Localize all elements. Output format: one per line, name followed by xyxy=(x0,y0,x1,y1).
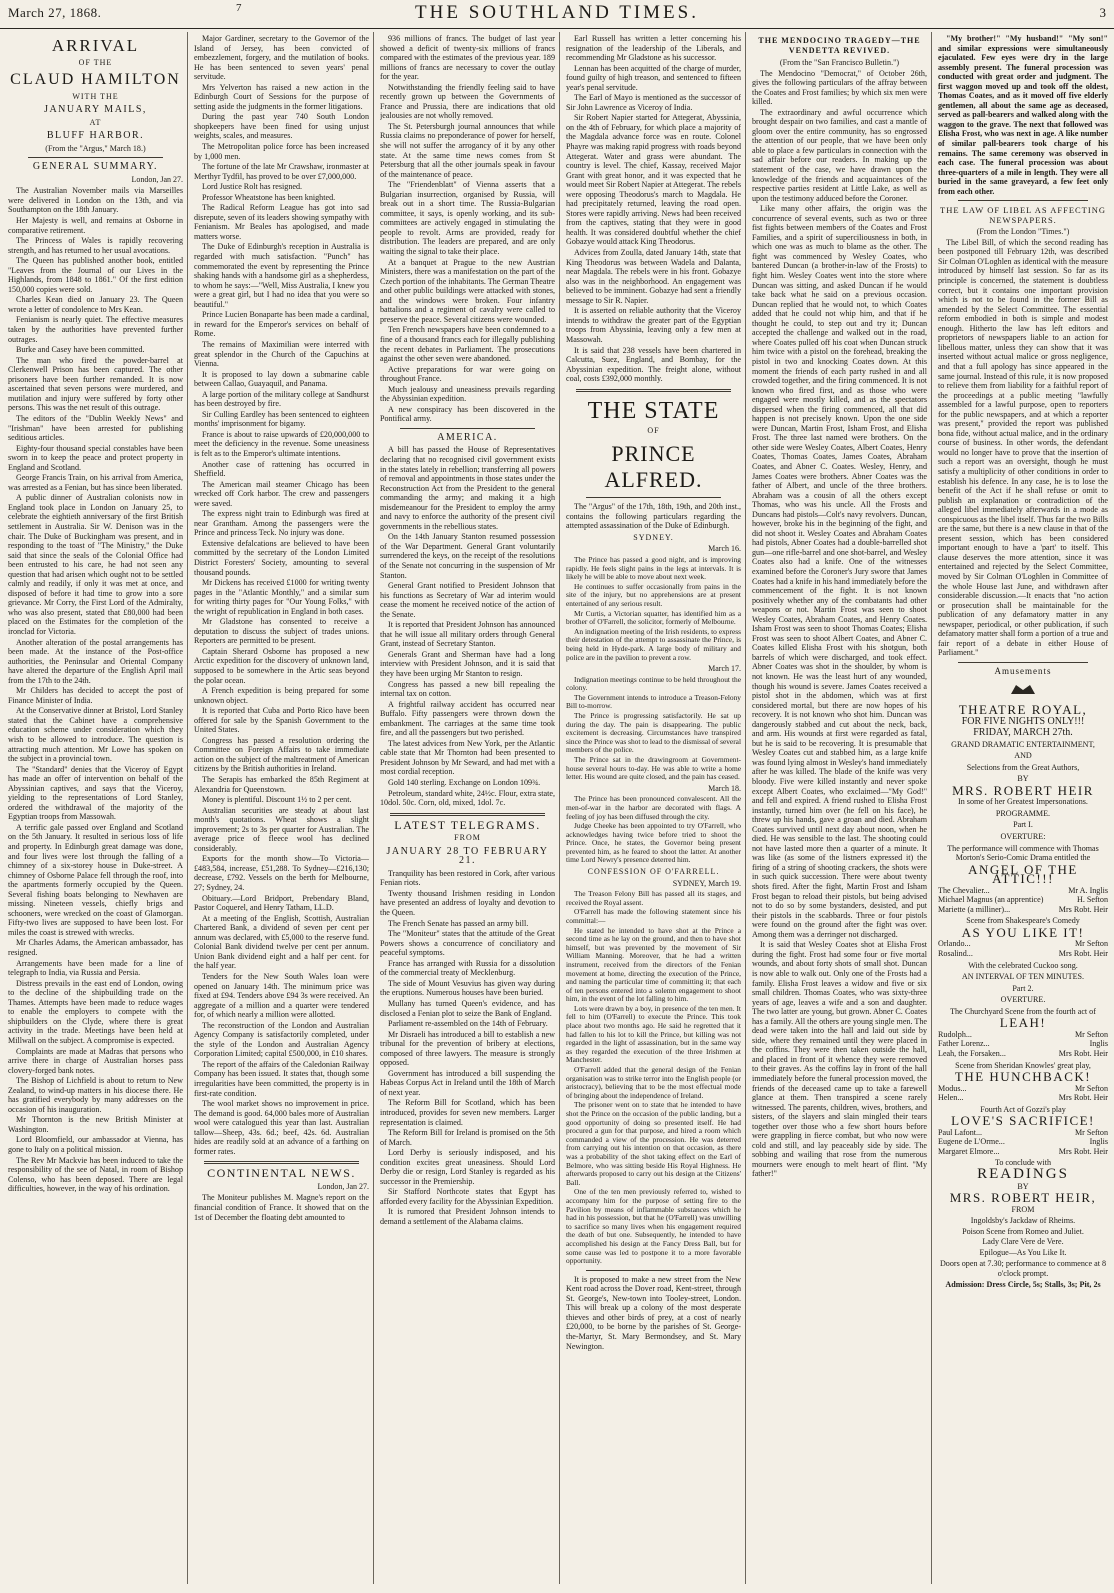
column-5 xyxy=(752,34,927,1584)
paragraph: Congress has passed a resolution ordering the Committee on Foreign Affairs to take immediate action on the subject of the maltreatment of American citizens by the British authorities in Ireland. xyxy=(194,735,369,774)
paragraph: "My brother!" "My husband!" "My son!" and similar expressions were simultaneously ejaculated. Few eyes were dry in the large assembly present. The funeral procession was conducted with great order and judgment. The first waggon moved up and took off the oldest, Thomas Coates, and as it moved off five elderly gentlemen, all about the same age as deceased, served as pall-bearers and walked along with the waggon to the grave. The next that followed was Elisha Frost, who was next in age. A like number of similar pall-bearers took charge of his remains. The same ceremony was observed in each case. The funeral procession was about three-quarters of a mile in length. They were all buried in the same graveyard, a few feet only from each other. xyxy=(938,34,1108,196)
paragraph: Exports for the month show—To Victoria—£483,584, increase, £51,288. To Sydney—£216,130; decrease, £792. Vessels on the berth for Melbourne, 27; Sydney, 24. xyxy=(194,854,369,893)
paragraph: Ingoldsby's Jackdaw of Rheims. xyxy=(970,1216,1076,1226)
paragraph: The "Argus" of the 17th, 18th, 19th, and 20th inst., contains the following particulars regarding the attempted assassination of the Duke of Edinburgh. xyxy=(566,502,741,531)
ad-line: Part 2. xyxy=(1012,983,1034,993)
character-name: Margaret Elmore... xyxy=(938,1146,1000,1156)
performer-name: MRS. ROBERT HEIR, xyxy=(949,1190,1097,1206)
cast-row xyxy=(938,1137,1108,1147)
divider xyxy=(958,200,1088,201)
paragraph: Obituary.—Lord Bridport, Prebendary Bland, Pastor Coquerel, and Henry Tatham, LL.D. xyxy=(194,893,369,913)
issue-date: March 27, 1868. xyxy=(8,5,102,20)
paragraph: The extraordinary and awful occurrence which brought despair on two families, and cast a mantle of gloom over the entire community, has so engrossed the attention of our people, that we have been only able to place a few particulars in connection with the sad affair before our readers. In making up the statement of the case, we have drawn upon the knowledge of the friends and acquaintances of the respective parties resident at Little Lake, as well as upon the testimony adduced before the Coroner. xyxy=(752,107,927,203)
divider xyxy=(400,428,535,429)
paragraph: He continues to suffer occasionally from pains in the site of the injury, but no apprehensions are at present entertained of any serious result. xyxy=(566,581,741,608)
heading-line: JANUARY 28 TO FEBRUARY 21. xyxy=(386,845,549,867)
actor-name: Mrs Robt. Heir xyxy=(1058,949,1108,959)
paragraph: The American mail steamer Chicago has been wrecked off Cork harbor. The crew and passengers were saved. xyxy=(194,479,369,508)
page-mark: 7 xyxy=(236,2,242,14)
play-title: LEAH! xyxy=(999,1015,1047,1031)
paragraph: Notwithstanding the friendly feeling said to have recently grown up between the Governments of France and Prussia, there are indications that old jealousies are not wholly removed. xyxy=(380,82,555,121)
paragraph: During the past year 740 South London shopkeepers have been fined for using unjust weights, scales, and measures. xyxy=(194,112,369,141)
paragraph: The man who fired the powder-barrel at Clerkenwell Prison has been captured. The other prisoners have been further remanded. It is now ascertained that seven persons were murdered, and mutilation and injury were suffered by forty other persons. This was the net result of this outrage. xyxy=(8,355,183,413)
article-body xyxy=(194,34,369,1156)
divider xyxy=(586,497,721,498)
article-body xyxy=(380,445,555,807)
character-name: Helen... xyxy=(938,1093,964,1103)
article-body xyxy=(566,676,741,782)
paragraph: A large portion of the military college at Sandhurst has been destroyed by fire. xyxy=(194,389,369,409)
cast-row xyxy=(938,1039,1108,1049)
paragraph: Epilogue—As You Like It. xyxy=(979,1247,1067,1257)
character-name: Leah, the Forsaken... xyxy=(938,1048,1006,1058)
ad-line: In some of her Greatest Impersonations. xyxy=(958,797,1088,807)
paragraph: Mrs Yelverton has raised a new action in the Edinburgh Court of Sessions for the purpose of setting aside the judgments in the former litigations. xyxy=(194,82,369,111)
paragraph: A frightful railway accident has occurred near Buffalo. Fifty passengers were thrown down the embankment. The carriages at the same time took fire, and all the passengers but two perished. xyxy=(380,699,555,738)
paragraph: Mr Curtis, a Victorian squatter, has identified him as a brother of O'Farrell, the solicitor, formerly of Melbourne. xyxy=(566,608,741,627)
ad-line: FROM xyxy=(1011,1204,1035,1214)
paragraph: Another alteration of the postal arrangements has been made. At the instance of the Post-office authorities, the Peninsular and Oriental Company have altered the departure of the English April mail from the 17th to the 24th. xyxy=(8,637,183,685)
paragraph: The Prince has passed a good night, and is improving rapidly. He feels slight pains in the legs at intervals. It is likely he will be able to move about next week. xyxy=(566,554,741,582)
newspaper-title: THE SOUTHLAND TIMES. xyxy=(415,2,699,23)
masthead xyxy=(0,0,1114,29)
ad-line: FOR FIVE NIGHTS ONLY!!! xyxy=(961,715,1085,727)
paragraph: Like many other affairs, the origin was the concurrence of several events, such as two or three fist fights between members of the Coates and Frost Families, and a spirit of superciliousness in both, in which one was as much to blame as the other. The fight was commenced by Wesley Coates, who bantered Duncan (a brother-in-law of the Frosts) to fight him. Wesley Coates went into the store where Duncan was sitting, and asked Duncan if he would take back what he said on a previous occasion. Duncan replied that he would not, to which Coates added that he could not whip him, and that if he thought he could, to step out and try it; Duncan accepted the challenge and walked out in the road, where Coates pulled off his coat when Duncan struck him twice with a pistol on the forehead, breaking the pistol in two and knocking Coates down. At this moment the friends of each party rushed in and all crowded together, and the firing commenced. It is not known who fired first, and as those who were engaged were mostly killed, and as the spectators dispersed when the firing commenced, all that did happen is not precisely known. Upon the one side were Duncan, Martin Frost, Isham Frost, and Elisha Frost. The three last named were brothers. On the other side were Wesley Coates, Albert Coates, Henry Coates, Thomas Coates, James Coates, Abraham Coates, and Abner C. Coates. Wesley, Henry, and James Coates were brothers. Abner Coates was the father of Albert, and uncle of the three brothers. Abraham was a cousin of all the others except Thomas, who was his uncle. All the Frosts and Duncans had pistols—Colt's navy revolvers. Duncan, however, broke his in the beginning of the fight, and did not shoot it. Wesley Coates and Abraham Coates had pistols, Abner Coates had a double-barrelled shot gun—one rifle-barrel and one shot-barrel, and Wesley Coates also had a knife. One of the witnesses examined before the Coroner's Jury swore that James Coates had a knife in his hand immediately before the commencement of the fight. It is not known positively whether any of the combatants had other weapons or not. Martin Frost was seen to shoot Wesley Coates, Abraham Coates, and Henry Coates. Isham Frost was seen to shoot Thomas Coates; Elisha Frost was seen to shoot Albert Coates, and Abner C. Coates killed Elisha Frost with his shotgun, both barrels of which were discharged, and took effect. Abner Coates was shot in the shoulder, by whom is not known. He was the least hurt of any wounded, though his wound is severe. James Coates received a pistol shot in the abdomen, which was at first considered mortal, but there are now hopes of his recovery. It is not known who shot him. Duncan was dangerously stabbed and cut about the neck, back, and arm. His wounds at first were regarded as fatal, but he is said to be recovering. It is presumable that Wesley Coates cut and stabbed him, as a large knife was found lying almost in Wesley's hand immediately after he was killed. The blade of the knife was very bloody. Five were killed instantly and never spoke except Albert Coates, who exclaimed—"My God!" and fell and expired. A friend rushed to Elisha Frost instantly, turned him over (he fell on his face), he threw up his hands, gave a groan and died. Abraham Coates survived until next day about noon, when he died. He was sensible to the last. The shooting could not have lasted more then a quarter of a minute. It was like (as some of the listners expressed it) the firing of a string of shooting crackers, the shots were in such quick succession. There were about twenty shots fired. After the fight, Martin Frost and Isham Frost began to reload their pistols, but being advised not to do so by some bystanders, desisted, and put their pistols in the scabbards. Three or four pistols were found on the ground after the fight was over. Among them was a derringer not discharged. xyxy=(752,204,927,939)
ad-line: Scene from Shakespeare's Comedy xyxy=(966,916,1080,926)
ad-line: BY xyxy=(1017,1181,1029,1191)
paragraph: Captain Sherard Osborne has proposed a new Arctic expedition for the discovery of unknown land, supposed to be somewhere in the Artic seas beyond the polar ocean. xyxy=(194,646,369,685)
paragraph: The express night train to Edinburgh was fired at near Grantham. Among the passengers were the Prince and princess Teck. No injury was done. xyxy=(194,509,369,538)
paragraph: Mr Dickens has received £1000 for writing twenty pages in the "Atlantic Monthly," and a similar sum for writing thirty pages for "Our Young Folks," with the wright of republication in England in both cases. xyxy=(194,578,369,616)
paragraph: It is said that 238 vessels have been chartered in Calcutta, Suez, England, and Bombay, for the Abyssinian expedition. The freight alone, without coal, costs £392,000 monthly. xyxy=(566,345,741,384)
column-1 xyxy=(8,34,183,1584)
paragraph: Distress prevails in the east end of London, owing to the decline of the shipbuilding trade on the Thames. Attempts have been made to reduce wages to enable the employers to compete with the shipbuilders on the Clyde, where there is great activity in the trade. Meetings have been held at Millwall on the subject. A compromise is expected. xyxy=(8,978,183,1045)
paragraph: The Prince has been pronounced convalescent. All the men-of-war in the harbor are decorated with flags. A feeling of joy has been diffused through the city. xyxy=(566,794,741,821)
article-body xyxy=(380,34,555,424)
paragraph: Her Majesty is well, and remains at Osborne in comparative retirement. xyxy=(8,216,183,235)
paragraph: A public dinner of Australian colonists now in England took place in London on January 25, to celebrate the eightieth anniversary of the first British settlement in Australia. Sir W. Denison was in the chair. The Duke of Buckingham was present, and in responding to the toast of "The Ministry," the Duke said that since the seals of the Colonial Office had been entrusted to his care, he had not seen any question that had arisen which ought not to be settled calmly and readily, if only it was met at once, and disposed of before it had time to grow into a sore grievance. Mr Corry, the First Lord of the Admiralty, who was also present, stated that £80,000 had been placed on the Estimates for the completion of the ironclad for Victoria. xyxy=(8,493,183,636)
paragraph: Mr Childers has decided to accept the post of Finance Minister of India. xyxy=(8,686,183,705)
paragraph: France is about to raise upwards of £20,000,000 to meet the deficiency in the revenue. Some uneasiness is felt as to the Emperor's ultimate intentions. xyxy=(194,429,369,458)
paragraph: The "Friendenblatt" of Vienna asserts that a Bulgarian insurrection, organised by Russia, will break out in a short time. The Russia-Bulgarian committee, it says, is openly working, and its sub-committees are actively engaged in stimulating the people to revolt. Arms are provided, ready for distribution. The leaders are prepared, and are only waiting the signal to take their place. xyxy=(380,180,555,257)
paragraph: Lots were drawn by a boy, in presence of the ten men. It fell to him (O'Farrell) to execute the Prince. This took place about two months ago. He said he regretted that it had fallen to his lot to kill the Prince, but killing was not regarded in the light of assassination, but in the same way as they regarded the execution of the three Irishmen at Manchester. xyxy=(566,1003,741,1065)
ad-line: Selections from the Great Authors, xyxy=(966,762,1080,772)
actor-name: Mr A. Inglis xyxy=(1068,885,1108,895)
cast-list xyxy=(938,886,1108,915)
character-name: The Chevalier... xyxy=(938,885,990,895)
section-heading: LATEST TELEGRAMS. xyxy=(394,817,541,832)
paragraph: The Serapis has embarked the 85th Regiment at Alexandria for Queenstown. xyxy=(194,775,369,794)
actor-name: Inglis xyxy=(1089,1039,1108,1049)
section-heading: AMERICA. xyxy=(437,431,498,443)
paragraph: Mr Disraeli has introduced a bill to establish a new tribunal for the prevention of bribery at elections, composed of three lawyers. The measure is strongly opposed. xyxy=(380,1029,555,1068)
paragraph: The Australian November mails via Marseilles were delivered in London on the 13th, and via Southampton on the 18th January. xyxy=(8,186,183,215)
character-name: Modus... xyxy=(938,1083,967,1093)
source-note: (From the "San Francisco Bulletin.") xyxy=(779,58,900,67)
article-body xyxy=(566,34,741,384)
ad-line: The Churchyard Scene from the fourth act of xyxy=(950,1006,1096,1016)
paragraph: Mr Gladstone has consented to receive a deputation to discuss the subject of trades unions. Reporters are permitted to be present. xyxy=(194,617,369,646)
paragraph: George Francis Train, on his arrival from America, was arrested as a Fenian, but has since been liberated. xyxy=(8,473,183,492)
paragraph: Fenianism is nearly quiet. The effective measures taken by the authorities have prevented further outrages. xyxy=(8,315,183,344)
theatre-name: THEATRE ROYAL, xyxy=(958,702,1088,717)
paragraph: Another case of rattening has occurred in Sheffield. xyxy=(194,459,369,479)
character-name: Michael Magnus (an apprentice) xyxy=(938,895,1044,905)
paragraph: The report of the affairs of the Caledonian Railway Company has been issued. It states that, though some irregularities have been committed, the property is in first-rate condition. xyxy=(194,1059,369,1098)
article-body xyxy=(380,869,555,1227)
column-2 xyxy=(194,34,369,1584)
paragraph: The Earl of Mayo is mentioned as the successor of Sir John Lawrence as Viceroy of India. xyxy=(566,93,741,112)
paragraph: A French expedition is being prepared for some unknown object. xyxy=(194,686,369,705)
cast-row xyxy=(938,949,1108,959)
paragraph: O'Farrell has made the following statement since his committal:— xyxy=(566,907,741,925)
paragraph: Ten French newspapers have been condemned to a fine of a thousand francs each for illegally publishing the recent debates in Parliament. The prosecutions against the other seven were abandoned. xyxy=(380,325,555,364)
paragraph: The Prince is progressing satisfactorily. He sat up during the day. The pain is disappearing. The public excitement is decreasing. Circumstances have transpired since the Prince was shot to lead to the dismissal of several members of the police. xyxy=(566,711,741,755)
ad-line: Fourth Act of Gozzi's play xyxy=(980,1104,1066,1114)
cast-row xyxy=(938,1147,1108,1157)
ad-date: FRIDAY, MARCH 27th. xyxy=(973,727,1073,739)
paragraph: The Duke of Edinburgh's reception in Australia is regarded with much satisfaction. "Punch" has commemorated the event by representing the Prince shaking hands with a handsome girl as a shepherdess, to whom he says:—"Well, Miss Australia, I knew you were a great girl, but I had no idea that you were so beautiful." xyxy=(194,242,369,309)
dateline: March 16. xyxy=(708,544,741,554)
paragraph: Mullany has turned Queen's evidence, and has disclosed a Fenian plot to seize the Bank of England. xyxy=(380,998,555,1018)
paragraph: A terrific gale passed over England and Scotland on the 5th January. It resulted in serious loss of life and property. In Edinburgh great damage was done, and four lives were lost through the falling of a chimney of a six-storey house in Duke-street. A chimney of Osborne Palace fell through the roof, into the apartments formerly occupied by the Queen. Several fishing boats belonging to Newhaven are missing. Nineteen vessels, chiefly brigs and schooners, were wrecked on the coast of Glamorgan. Fifty-two lives are supposed to have been lost. For miles the coast is strewed with wrecks. xyxy=(8,822,183,937)
divider xyxy=(204,1161,359,1164)
ad-line: OVERTURE: xyxy=(1000,832,1046,842)
paragraph: At a banquet at Prague to the new Austrian Ministers, there was a manifestation on the part of the Czech portion of the inhabitants. The German Theatre and other public buildings were attacked with stones, and the windows were broken. Four infantry battalions and a regiment of cavalry were called to preserve the peace. Several citizens were wounded. xyxy=(380,257,555,324)
paragraph: Much jealousy and uneasiness prevails regarding the Abyssinian expedition. xyxy=(380,384,555,404)
paragraph: Generals Grant and Sherman have had a long interview with President Johnson, and it is said that they have been urging Mr Stanton to resign. xyxy=(380,649,555,678)
paragraph: Sir Stafford Northcote states that Egypt has afforded every facility for the Abyssinian Expedition. xyxy=(380,1187,555,1206)
ad-line: GRAND DRAMATIC ENTERTAINMENT, xyxy=(951,739,1095,749)
paragraph: Lord Bloomfield, our ambassador at Vienna, has gone to Italy on a political mission. xyxy=(8,1135,183,1154)
paragraph: Burke and Casey have been committed. xyxy=(16,345,145,355)
paragraph: Money is plentiful. Discount 1½ to 2 per cent. xyxy=(202,795,352,805)
paragraph: Advices from Zoulla, dated January 14th, state that King Theodorus was between Wadela and Dalanta, near Magdala. The rebels were in his front. Gobazye also was in the neighborhood. An engagement was believed to be imminent. Gobazye had sent a friendly message to Sir R. Napier. xyxy=(566,248,741,305)
source-note: (From the London "Times.") xyxy=(976,227,1070,237)
paragraph: Active preparations for war were going on throughout France. xyxy=(380,364,555,384)
play-title: THE HUNCHBACK! xyxy=(954,1069,1092,1085)
paragraph: The latest advices from New York, per the Atlantic cable state that Mr Thornton had been presented to President Johnson by Mr Seward, and had met with a most cordial reception. xyxy=(380,738,555,777)
paragraph: Charles Kean died on January 23. The Queen wrote a letter of condolence to Mrs Kean. xyxy=(8,295,183,314)
paragraph: Judge Cheeke has been appointed to try O'Farrell, who acknowledges having twice before tried to shoot the Prince. Once, he states, the Governor being present prevented him, as he feared to shoot the latter. At another time Lord Newry's presence deterred him. xyxy=(566,821,741,865)
theatre-advertisement xyxy=(938,678,1108,1290)
paragraph: Arrangements have been made for a line of telegraph to India, via Russia and Persia. xyxy=(8,958,183,978)
heading-line: CLAUD HAMILTON xyxy=(10,70,181,88)
paragraph: The editors of the "Dublin Weekly News" and "Irishman" have been arrested for publishing seditious articles. xyxy=(8,413,183,443)
reading-list xyxy=(938,1216,1108,1257)
paragraph: Twenty thousand Irishmen residing in London have presented an address of loyalty and devotion to the Queen. xyxy=(380,888,555,918)
paragraph: Government has introduced a bill suspending the Habeas Corpus Act in Ireland until the 18th of March of next year. xyxy=(380,1068,555,1097)
cast-row xyxy=(938,895,1108,905)
readings-title: READINGS xyxy=(977,1165,1069,1182)
ad-line: BY xyxy=(1017,774,1029,784)
divider xyxy=(576,389,731,392)
dateline: March 18. xyxy=(708,783,741,793)
paragraph: The Reform Bill for Ireland is promised on the 5th of March. xyxy=(380,1128,555,1147)
paragraph: It is asserted on reliable authority that the Viceroy intends to withdraw the greater part of the Egyptian troops from Abyssinia, leaving only a few men at Massowah. xyxy=(566,306,741,344)
article-title: THE LAW OF LIBEL AS AFFECTING NEWSPAPERS. xyxy=(940,205,1106,226)
arrival-heading: ARRIVAL xyxy=(51,36,140,55)
paragraph: The Bishop of Lichfield is about to return to New Zealand, to wind-up matters in his diocese there. He has gratified everybody by many addresses on the occasion of his inauguration. xyxy=(8,1076,183,1114)
column-6 xyxy=(938,34,1108,1584)
paragraph: At the Conservative dinner at Bristol, Lord Stanley stated that the Cabinet have a comprehensive education scheme under consideration which they wish to be allowed to introduce. The question is attracting much attention. Mr Lowe has spoken on the subject in a provincial town. xyxy=(8,706,183,764)
actor-name: H. Sefton xyxy=(1076,895,1108,905)
heading-line: BLUFF HARBOR. xyxy=(46,130,145,142)
ad-line: Doors open at 7.30; performance to commence at 8 o'clock prompt. xyxy=(939,1259,1107,1278)
ad-line: With the celebrated Cuckoo song. xyxy=(968,960,1078,970)
paragraph: France has arranged with Russia for a dissolution of the commercial treaty of Mecklenburg. xyxy=(380,958,555,978)
section-heading: GENERAL SUMMARY. xyxy=(32,161,159,173)
paragraph: The Reform Bill for Scotland, which has been introduced, provides for seven new members. Larger representation is claimed. xyxy=(380,1098,555,1127)
paragraph: Sir Culling Eardley has been sentenced to eighteen months' imprisonment for bigamy. xyxy=(194,409,369,429)
paragraph: At a meeting of the English, Scottish, Australian Chartered Bank, a dividend of seven per cent per annum was declared, with £5,000 to the reserve fund. Colonial Bank dividend twelve per cent per annum. Union Bank dividend eight and a half per cent. for the half year. xyxy=(194,913,369,971)
actor-name: Mrs Robt. Heir xyxy=(1058,904,1108,914)
heading-line: OF xyxy=(647,425,660,435)
play-title: ANGEL OF THE ATTIC!!! xyxy=(968,861,1078,887)
paragraph: The fortune of the late Mr Crawshaw, ironmaster at Merthyr Tydfil, has proved to be over £7,000,000. xyxy=(194,162,369,181)
paragraph: It is proposed to lay down a submarine cable between Callao, Guayaquil, and Panama. xyxy=(194,369,369,389)
cast-list xyxy=(938,1128,1108,1157)
actor-name: Mr Sefton xyxy=(1074,1083,1108,1093)
article-body xyxy=(752,69,927,1179)
paragraph: It is said that Wesley Coates shot at Elisha Frost during the fight. Frost had some four or five mortal wounds, and about forty shots of small shot. Duncan is now able to walk out. Only one of the Frosts had a family. Elisha Frost leaves a widow and five or six small children. Thomas Coates, who was sixty-three years of age, leaves a wife and a son and daughter. The two latter are young, but grown. Abner C. Coates has a family. All the others are young single men. The dead were taken into the hall and laid out side by side, where they remained until they were placed in the coffins. They were then taken outside the hall, and placed in front of it whence they were removed to their graves. As the coffins lay in front of the hall immediately before the funeral procession moved, the friends of the deceased came up to take a farewell glance at them. Then transpired a scene rarely witnessed. The parents, children, wives, brothers, and sisters, of the slayers and slain mingled their tears together over those who a few short hours before were grappling in fierce combat, but who now were cold and still, and lay peaceably side by side. The sobbing and wailing that rose from the numerous mourners were enough to melt heart of flint. "My father!" xyxy=(752,940,927,1179)
paragraph: Petroleum, standard white, 24½c. Flour, extra state, 10dol. 50c. Corn, old, mixed, 1dol. 7c. xyxy=(380,788,555,808)
heading-line: JANUARY MAILS, xyxy=(44,104,147,116)
paragraph: An indignation meeting of the Irish residents, to express their detestation of the attempt to assassinate the Prince, is being held in Hyde-park. A large body of military and police are in the pavilion to prevent a row. xyxy=(566,626,741,662)
character-name: Orlando... xyxy=(938,939,971,949)
cast-row xyxy=(938,1093,1108,1103)
actor-name: Inglis xyxy=(1089,1137,1108,1147)
paragraph: Gold 140 sterling. Exchange on London 109¾. xyxy=(388,778,541,788)
cast-row xyxy=(938,939,1108,949)
cast-row xyxy=(938,886,1108,896)
paragraph: General Grant notified to President Johnson that his functions as Secretary of War ad interim would cease the moment he received notice of the action of the Senate. xyxy=(380,581,555,619)
divider xyxy=(586,1270,721,1271)
subheading: CONFESSION OF O'FARRELL. xyxy=(587,867,720,877)
section-heading: CONTINENTAL NEWS. xyxy=(207,1166,356,1181)
paragraph: The Radical Reform League has got into sad disrepute, seven of its leaders showing sympathy with Fenianism. Mr Beales has apologised, and made matters worse. xyxy=(194,203,369,241)
subheading: SYDNEY. xyxy=(633,532,674,542)
paragraph: The Queen has published another book, entitled "Leaves from the Journal of our Lives in the Highlands, from 1848 to 1861." Of the first edition 150,000 copies were sold. xyxy=(8,256,183,294)
admission-prices: Admission: Dress Circle, 5s; Stalls, 3s; Pit, 2s xyxy=(945,1280,1101,1290)
article-body xyxy=(566,890,741,1266)
character-name: Paul Lafont... xyxy=(938,1127,983,1137)
paragraph: Major Gardiner, secretary to the Governor of the Island of Jersey, has been convicted of embezzlement, forgery, and the mutilation of books. He has been sentenced to seven years' penal servitude. xyxy=(194,34,369,82)
paragraph: The Rev Mr Mackvie has been induced to take the responsibility of the see of Natal, in room of Bishop Colenso, who has been deposed. There are legal difficulties, however, in the way of his ordination. xyxy=(8,1155,183,1194)
heading-line: WITH THE xyxy=(72,91,119,101)
ad-line: AN INTERVAL OF TEN MINUTES. xyxy=(961,972,1085,982)
article-title: THE MENDOCINO TRAGEDY—THE VENDETTA REVIVED. xyxy=(758,36,921,55)
ad-line: OVERTURE. xyxy=(1000,995,1046,1005)
paragraph: O'Farrell added that the general design of the Fenian organisation was to strike terror into the English people (or aristocracy), believing that to be the most effectual mode of bringing about the independence of Ireland. xyxy=(566,1065,741,1100)
paragraph: Complaints are made at Madras that persons who arrive there in charge of Australian horses pass clovery-forged bank notes. xyxy=(8,1046,183,1075)
ad-line: The performance will commence with Thomas Morton's Serio-Comic Drama entitled the xyxy=(947,843,1099,863)
paragraph: The Government intends to introduce a Treason-Felony Bill to-morrow. xyxy=(566,692,741,711)
paragraph: A bill has passed the House of Representatives declaring that no recognised civil government exists in the states lately in rebellion; transferring all powers of removal and appointments in those states under the Reconstruction Act from the President to the general commanding the army; and making it a high misdemeanour for the President to employ the army and navy to enforce the authority of the present civil governments in the rebellious states. xyxy=(380,445,555,531)
paragraph: Mr Charles Adams, the American ambassador, has resigned. xyxy=(8,938,183,958)
character-name: Mariette (a milliner)... xyxy=(938,904,1011,914)
paragraph: Australian securities are steady at about last month's quotations. Wheat shows a slight improvement; 2s to 3s per quarter for Australian. The average price of fleece wool has declined considerably. xyxy=(194,805,369,853)
character-name: Father Lorenz... xyxy=(938,1039,990,1049)
paragraph: Eighty-four thousand special constables have been sworn in to keep the peace and protect property in England and Scotland. xyxy=(8,443,183,472)
actor-name: Mrs Robt. Heir xyxy=(1058,1146,1108,1156)
heading-line: FROM xyxy=(454,833,481,843)
paragraph: The reconstruction of the London and Australian Agency Company is satisfactorily completed, under the style of the London and Australian Agency Corporation Limited; capital £500,000, in £10 shares. xyxy=(194,1020,369,1059)
paragraph: 936 millions of francs. The budget of last year showed a deficit of twenty-six millions of francs compared with the estimates of the previous year. 189 millions of francs are necessary to cover the outlay for the year. xyxy=(380,34,555,82)
paragraph: The Libel Bill, of which the second reading has been postponed till February 12th, was described Sir Colman O'Loghlen as identical with the measure introduced by himself last session. So far as its principle is concerned, the statement is doubtless correct, but it contains one important provision which is not to be found in the former Bill as amended by the Select Committee. The essential reform embodied in both is simple and modest enough. Hitherto the law has left editors and proprietors of newspapers liable to an action for libellous matter, unless they can show that it was inserted without actual malice or gross negligence, and that a full apology has since appeared in the same journal. Instead of this rule, it is now proposed to relieve them from liability for a faithful report of the proceedings at a public meeting "lawfully assembled for a lawful purpose, open to reporters for the public newspapers, and at which a reporter was present," provided the report was published bona fide, without actual malice, and in the ordinary course of business. In other words, the defendant would no longer have to prove that the insertion of such a report was an oversight, though he must satisfy a multiplicity of other conditions in order to establish his defence. In any case, he is to lose the benefit of the Act if he shall refuse or omit to publish an explanation or contradiction of the alleged libel immediately afterwards in a mode as conspicuous as the libel itself. Thus far the two Bills are the same, but there is a new clause in that of the present session, which has been considered important enough to have a 'part' to itself. This clause deserves the more attention, since it was entertained and rejected by the Select Committee, moved by Sir Colman O'Loghlen in Committee of the whole House last June, and withdrawn after considerable discussion.—It enacts that "no action or prosecution shall be maintainable for the publication of any defamatory matter in any newspaper, periodical, or other publication, if such defamatory matter shall form a portion of a true and fair report of a debate in either House of Parliament." xyxy=(938,237,1108,658)
article-body xyxy=(8,186,183,1193)
paragraph: The St. Petersburgh journal announces that while Russia claims no preponderance of power for herself, she will not suffer the arrogancy of it by any other state. At the same time news comes from St Petersburg that all the other journals speak in favour of the maintenance of peace. xyxy=(380,121,555,179)
ad-line: AND xyxy=(1014,751,1032,761)
paragraph: The Mendocino "Democrat," of October 26th, gives the following particulars of the affray between the Coates and Frost families; by which six men were killed. xyxy=(752,68,927,107)
dateline: March 17. xyxy=(708,664,741,674)
paragraph: It is proposed to make a new street from the New Kent road across the Dover road, Kent-street, through St. George's, New-town into Tooley-street, London. This will break up a colony of the most desperate thieves and other birds of prey, at a cost of nearly £20,000, to be borne by the parishes of St. George-the-Martyr, St. Mary Bermondsey, and St. Mary Newington. xyxy=(566,1274,741,1351)
paragraph: Lady Clare Vere de Vere. xyxy=(982,1237,1064,1247)
paragraph: Prince Lucien Bonaparte has been made a cardinal, in reward for the Emperor's services on behalf of Rome. xyxy=(194,310,369,339)
column-rule xyxy=(559,32,560,1584)
paragraph: Congress has passed a new bill repealing the internal tax on cotton. xyxy=(380,679,555,699)
source-note: (From the "Argus," March 18.) xyxy=(45,143,146,153)
paragraph: The Metropolitan police force has been increased by 1,000 men. xyxy=(194,142,369,161)
paragraph: The Treason Felony Bill has passed all its stages, and received the Royal assent. xyxy=(566,889,741,907)
paragraph: The remains of Maximilian were interred with great splendor in the Church of the Capuchins at Vienna. xyxy=(194,339,369,369)
actor-name: Mr Sefton xyxy=(1074,1127,1108,1137)
column-rule xyxy=(187,32,188,1584)
article-body xyxy=(566,556,741,662)
character-name: Rosalind... xyxy=(938,949,973,959)
paragraph: The French Senate has passed an army bill. xyxy=(388,918,529,928)
dateline: London, Jan 27. xyxy=(317,1181,369,1191)
paragraph: The side of Mount Vesuvius has given way during the eruptions. Numerous houses have been buried. xyxy=(380,978,555,998)
paragraph: Tranquility has been restored in Cork, after various Fenian riots. xyxy=(380,868,555,888)
cast-list xyxy=(938,1084,1108,1103)
paragraph: The "Moniteur" states that the attitude of the Great Powers shows a concurrence of conciliatory and peaceful symptoms. xyxy=(380,929,555,958)
paragraph: Lennan has been acquitted of the charge of murder, found guilty of high treason, and sentenced to fifteen year's penal servitude. xyxy=(566,63,741,92)
paragraph: Sir Robert Napier started for Attegerat, Abyssinia, on the 4th of February, for which place a majority of the Magdala advance force was en route. Colonel Phayre was making rapid progress with roads beyond Attegerat. Water and grass were abundant. The country is level. The chief, Kassay, received Major Grant with great honor, and it was expected that he would meet Sir Robert Napier at Attegerat. The rebels were opposing Theodorus's march to Magdala. He had precipitately returned, leaving the road open. Stores were rapidly arriving. News had been received from the captives, stating that they were in good health. It was considered doubtful whether the chief Gobazye would attack King Theodorus. xyxy=(566,113,741,247)
ad-line: To conclude with xyxy=(994,1158,1052,1168)
paragraph: Tenders for the New South Wales loan were opened on January 14th. The minimum price was fixed at £94. Tenders above £94 3s were received. An aggregate of a million and a quarter were tendered for, of which nearly a million were allotted. xyxy=(194,971,369,1020)
paragraph: Poison Scene from Romeo and Juliet. xyxy=(962,1226,1084,1236)
actor-name: Mr Sefton xyxy=(1074,1029,1108,1039)
actor-name: Mrs Robt. Heir xyxy=(1058,1093,1108,1103)
article-title: THE STATE xyxy=(587,397,720,424)
play-title: LOVE'S SACRIFICE! xyxy=(951,1113,1095,1129)
divider xyxy=(958,662,1088,663)
ad-line: PROGRAMME. xyxy=(995,808,1051,818)
cast-list xyxy=(938,1030,1108,1059)
cast-row xyxy=(938,905,1108,915)
cast-row xyxy=(938,1030,1108,1040)
ad-line: Scene from Sheridan Knowles' great play, xyxy=(955,1060,1091,1070)
paragraph: Extensive defalcations are believed to have been committed by the secretary of the London Limited District Foresters' Society, amounting to several thousand pounds. xyxy=(194,538,369,577)
paragraph: On the 14th January Stanton resumed possession of the War Department. General Grant voluntarily surrendered the keys, on the receipt of the resolutions of the Senate not concurring in the suspension of Mr Stanton. xyxy=(380,532,555,580)
column-3 xyxy=(380,34,555,1584)
paragraph: The wool market shows no improvement in price. The demand is good. 64,000 bales more of Australian wool were catalogued this year than last. Australian tallow—Sheep, 43s. 6d.; beef, 42s. 6d. Australian hides are readily sold at an advance of a farthing on former rates. xyxy=(194,1099,369,1156)
paragraph: Lord Derby is seriously indisposed, and his condition excites great uneasiness. Should Lord Derby die or resign, Lord Stanley is regarded as his successor in the Premiership. xyxy=(380,1148,555,1186)
cast-row xyxy=(938,1084,1108,1094)
dateline: SYDNEY, March 19. xyxy=(672,878,741,888)
paragraph: The Prince sat in the drawingroom at Government-house several hours to-day. He was able to write a home letter. His wound are quite closed, and the pain has ceased. xyxy=(566,754,741,782)
cast-row xyxy=(938,1128,1108,1138)
article-body xyxy=(566,795,741,865)
royal-crest-icon xyxy=(1008,682,1038,696)
section-heading: Amusements xyxy=(994,665,1052,676)
actor-name: Mr Sefton xyxy=(1074,939,1108,949)
paragraph: It is reported that President Johnson has announced that he will issue all military orders through General Grant, instead of Secretary Stanton. xyxy=(380,620,555,649)
column-rule xyxy=(745,32,746,1584)
character-name: Eugene de L'Orme... xyxy=(938,1137,1005,1147)
paragraph: He stated he intended to have shot at the Prince a second time as he lay on the ground, and then to have shot himself, but was prevented by the movement of Sir William Manning. Moreover, that he had a written instrument, received from the directors of the Fenian movement at home, directing the execution of the Prince, and naming the particular time of committing it; that each of ten persons entered into a solemn engagement to shoot him, in the event of the lot falling to him. xyxy=(566,925,741,1004)
divider xyxy=(390,813,545,816)
column-rule xyxy=(373,32,374,1584)
paragraph: It is reported that Cuba and Porto Rico have been offered for sale by the Spanish Government to the United States. xyxy=(194,706,369,735)
paragraph: Professor Wheatstone has been knighted. xyxy=(202,192,336,202)
paragraph: One of the ten men previously referred to, wished to accompany him for the purpose of setting fire to the Pavilion by means of inflammable substances which he had in his possession, but that he (O'Farrell) was unwilling to sacrifice so many lives when his engagement required the death of but one. Subsequently, he intended to have accomplished his design at the Fancy Dress Ball, but for some cause was led to postpone it to a more favorable opportunity. xyxy=(566,1187,741,1266)
actor-name: Mrs Robt. Heir xyxy=(1058,1048,1108,1058)
article-body xyxy=(938,34,1108,196)
paragraph: It is rumored that President Johnson intends to demand a settlement of the Alabama claims. xyxy=(380,1207,555,1226)
dateline: London, Jan 27. xyxy=(131,174,183,184)
cast-list xyxy=(938,939,1108,958)
heading-line: AT xyxy=(89,117,102,127)
paragraph: A new conspiracy has been discovered in the Pontifical army. xyxy=(380,404,555,424)
paragraph: The prisoner went on to state that he intended to have shot the Prince on the occasion of the public landing, but a good opportunity of doing so presented itself. He had procured a gun for that purpose, and hired a room which commanded a view of the procession. He was deterred from carrying out his intention on that occasion, as there was a probability of the shot taking effect on the Earl of Belmore, who was sitting beside His Royal Highness. He afterwards proposed to carry out his design at the Citizens' Ball. xyxy=(566,1100,741,1187)
paragraph: Mr Thornton is the new British Minister at Washington. xyxy=(8,1115,183,1134)
page-number: 3 xyxy=(1099,5,1106,20)
cast-row xyxy=(938,1049,1108,1059)
article-title: PRINCE ALFRED. xyxy=(604,441,703,493)
divider xyxy=(28,157,163,158)
performer-name: MRS. ROBERT HEIR xyxy=(952,782,1094,798)
heading-line: OF THE xyxy=(78,58,113,67)
paragraph: Earl Russell has written a letter concerning his resignation of the leadership of the Liberals, and recommending Mr Gladstone as his successor. xyxy=(566,34,741,63)
column-4 xyxy=(566,34,741,1584)
character-name: Rudolph... xyxy=(938,1029,972,1039)
play-title: AS YOU LIKE IT! xyxy=(961,924,1085,940)
paragraph: The "Standard" denies that the Viceroy of Egypt has made an offer of intervention on behalf of the Abyssinian captives, and says that the Viceroy, yielding to the representations of Lord Stanley, ordered the withdrawal of the majority of the Egyptian troops from Massowah. xyxy=(8,764,183,822)
ad-line: Part I. xyxy=(1013,820,1033,830)
paragraph: The Moniteur publishes M. Magne's report on the financial condition of France. It showed that on the 1st of December the floating debt amounted to xyxy=(194,1193,369,1222)
paragraph: Parliament re-assembled on the 14th of February. xyxy=(388,1019,548,1029)
column-rule xyxy=(931,32,932,1584)
paragraph: Lord Justice Rolt has resigned. xyxy=(202,182,303,192)
paragraph: The Princess of Wales is rapidly recovering strength, and has returned to her usual avocations. xyxy=(8,236,183,255)
paragraph: Indignation meetings continue to be held throughout the colony. xyxy=(566,674,741,693)
